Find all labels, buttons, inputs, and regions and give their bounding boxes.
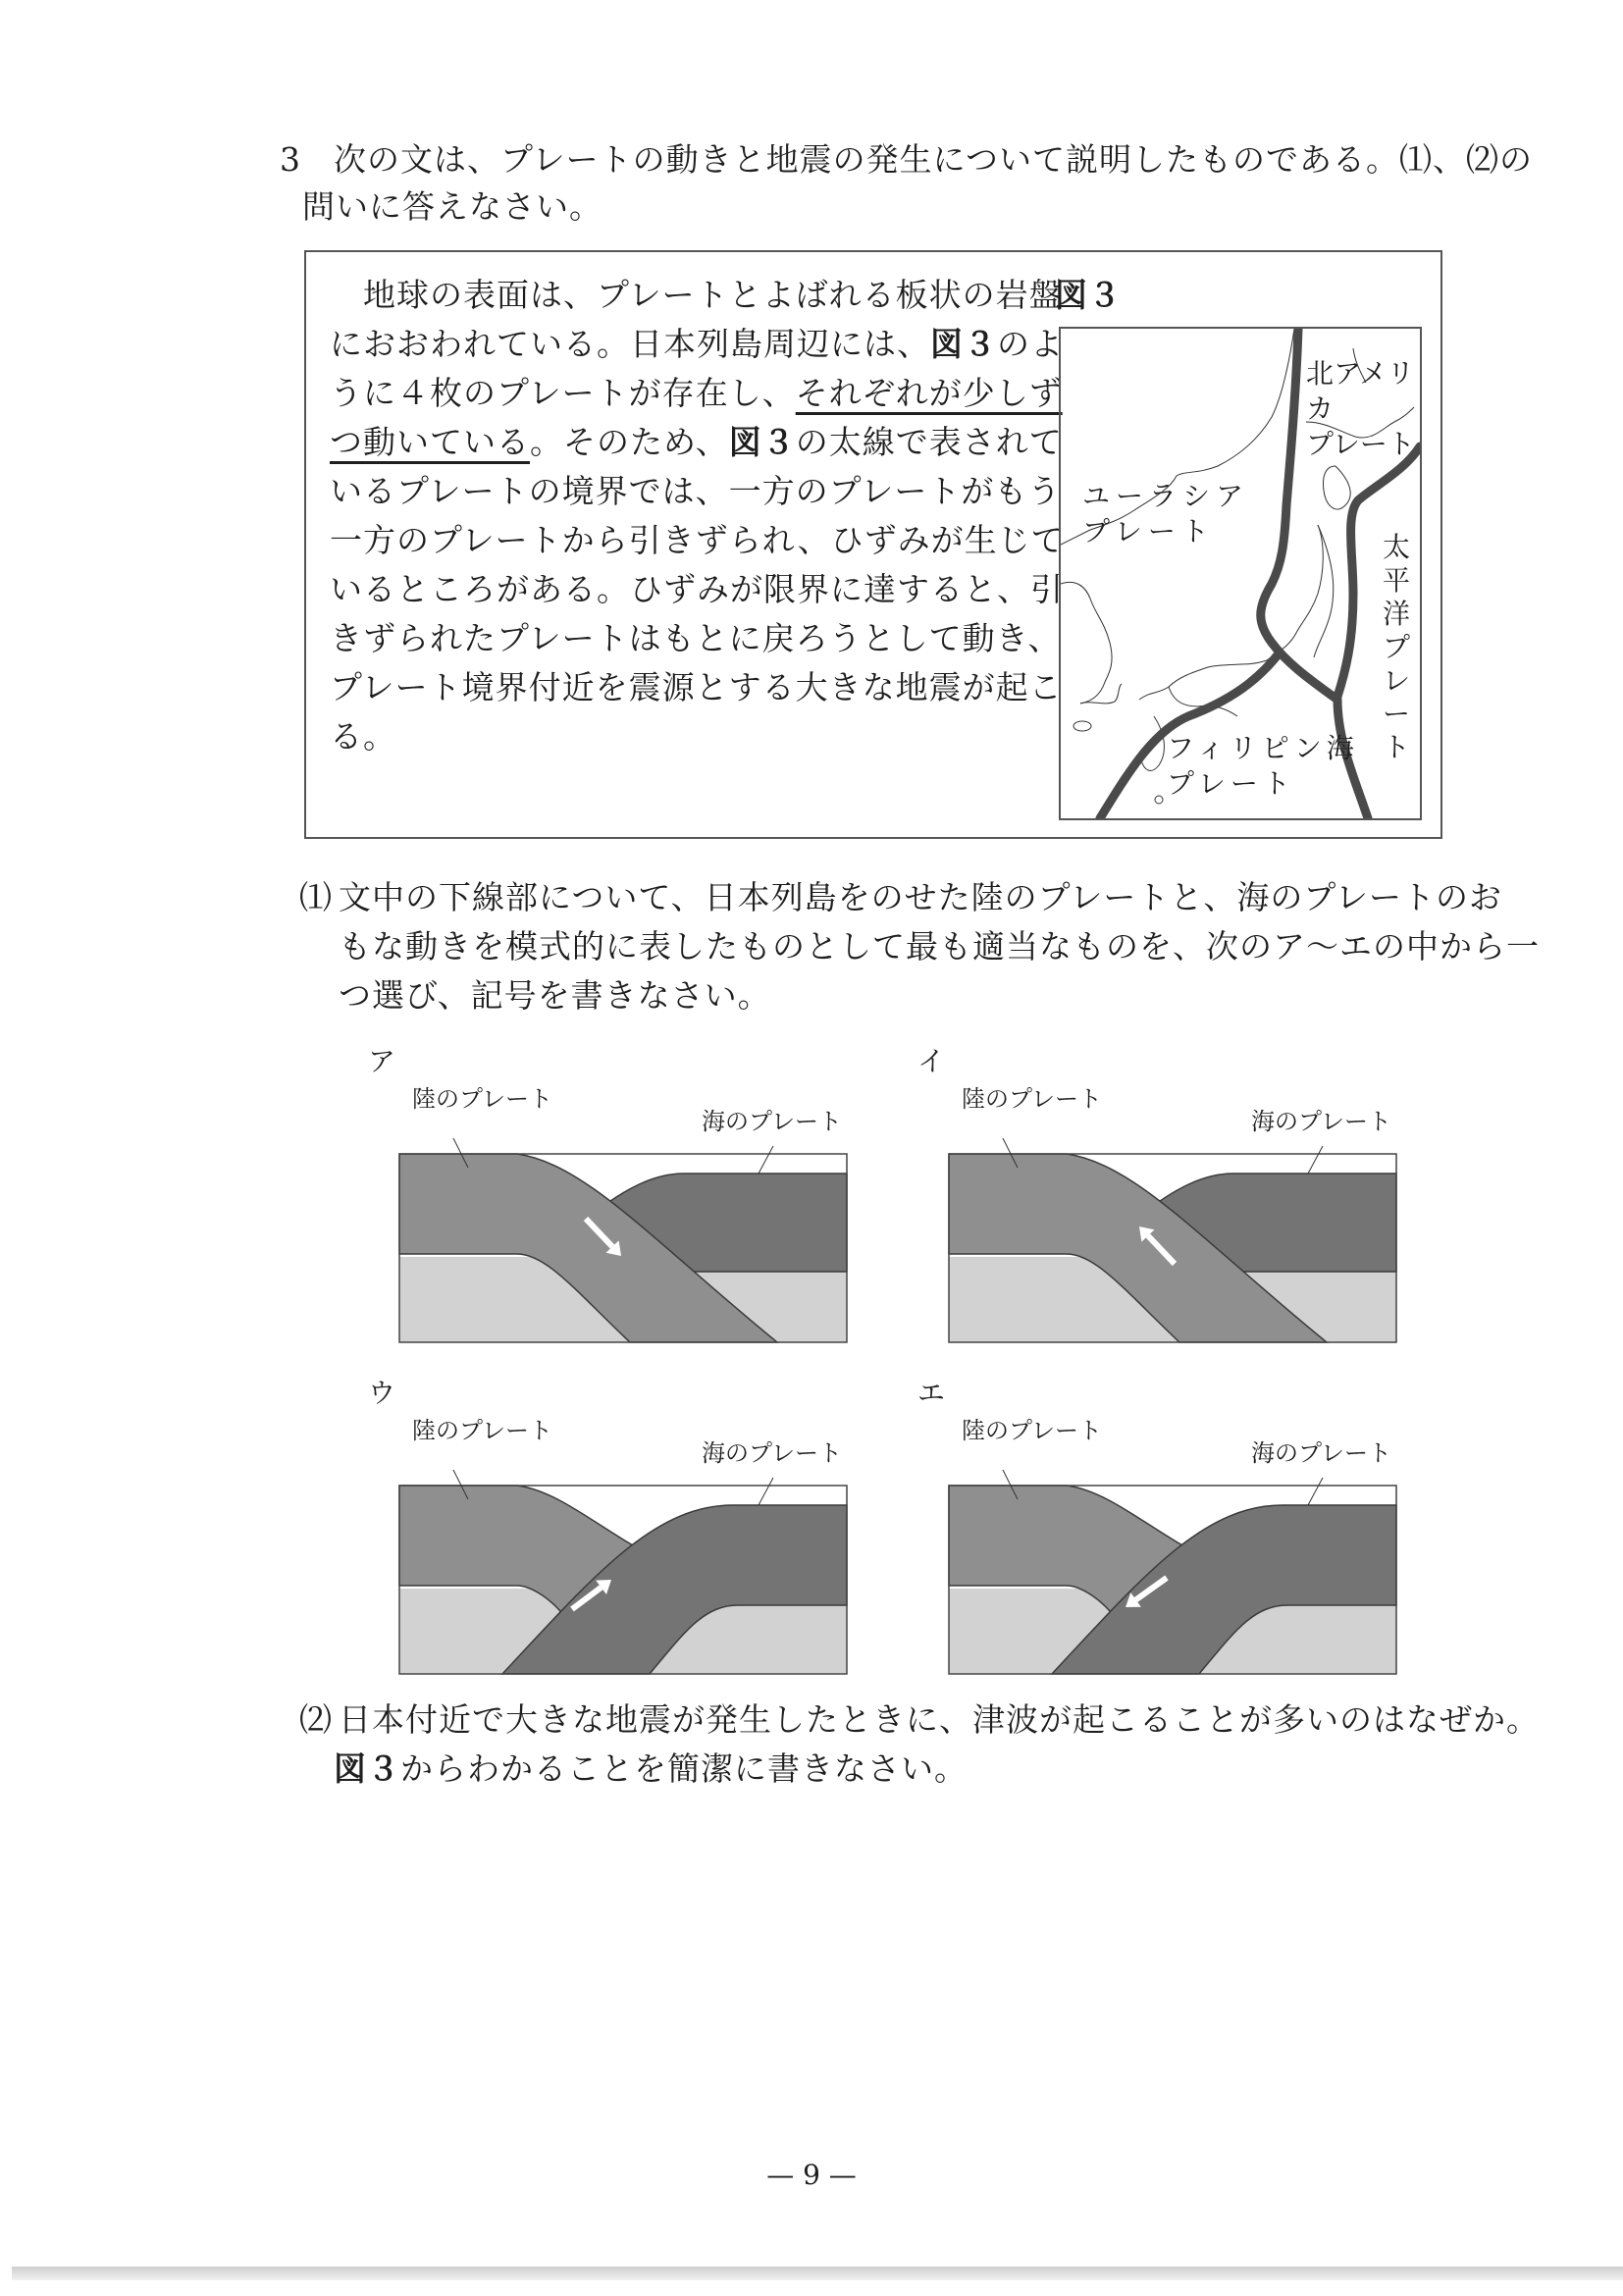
leader-line <box>1308 1146 1323 1174</box>
choice-letter: ア <box>368 1045 396 1077</box>
sub2-number: ⑵ <box>299 1700 333 1739</box>
choice-letter: イ <box>917 1045 946 1077</box>
plate-cross-section <box>947 1470 1398 1676</box>
question-number: 3 <box>280 140 301 179</box>
scan-edge <box>12 2267 1623 2280</box>
choice-diagram <box>368 1040 859 1344</box>
passage-line: いるプレートの境界では、一方のプレートがもう <box>330 472 1062 510</box>
question-intro-line1: 次の文は、プレートの動きと地震の発生について説明したものである。⑴、⑵の <box>334 140 1534 179</box>
figure3-title: 図３ <box>1055 276 1122 314</box>
passage-line: きずられたプレートはもとに戻ろうとして動き、 <box>330 619 1062 657</box>
leader-line <box>1308 1478 1323 1505</box>
plate-cross-section <box>397 1470 849 1676</box>
figure3-map <box>1059 327 1422 820</box>
label-eurasia-plate: ユーラシア プレート <box>1082 480 1250 548</box>
label-north-america-plate: 北アメリカ プレート <box>1306 357 1415 460</box>
passage-line: 一方のプレートから引きずられ、ひずみが生じて <box>330 521 1065 559</box>
figure-ref: 図３ <box>930 325 997 363</box>
sea-plate-label: 海のプレート <box>1251 1439 1392 1467</box>
leader-line <box>759 1146 773 1174</box>
sub2-line2: 図３からわかることを簡潔に書きなさい。 <box>334 1749 968 1788</box>
choice-letter: エ <box>917 1377 946 1409</box>
passage-line: る。 <box>330 717 396 756</box>
label-philippine-sea-plate: フィリピン海 プレート <box>1167 732 1359 800</box>
sea-plate-label: 海のプレート <box>702 1108 843 1135</box>
figure-ref: 図３ <box>728 423 796 461</box>
sub1-line1: 文中の下線部について、日本列島をのせた陸のプレートと、海のプレートのお <box>339 878 1503 916</box>
choice-letter: ウ <box>368 1377 396 1409</box>
land-plate-label: 陸のプレート <box>412 1085 553 1113</box>
question-intro-line2: 問いに答えなさい。 <box>302 187 602 226</box>
plate-cross-section <box>947 1138 1398 1344</box>
passage-line: におおわれている。日本列島周辺には、図３のよ <box>330 325 1064 363</box>
page-number: — 9 — <box>766 2159 857 2191</box>
passage-line: つ動いている。そのため、図３の太線で表されて <box>330 423 1063 461</box>
figure-ref: 図３ <box>334 1749 400 1788</box>
choice-diagram <box>368 1372 859 1676</box>
sub2-line1: 日本付近で大きな地震が発生したときに、津波が起こることが多いのはなぜか。 <box>339 1700 1540 1739</box>
leader-line <box>759 1478 773 1505</box>
sea-plate-label: 海のプレート <box>1251 1108 1392 1135</box>
passage-line: うに４枚のプレートが存在し、それぞれが少しず <box>330 374 1063 412</box>
passage-line: プレート境界付近を震源とする大きな地震が起こ <box>330 668 1063 706</box>
passage-line: いるところがある。ひずみが限界に達すると、引 <box>330 570 1064 608</box>
sea-plate-label: 海のプレート <box>702 1439 843 1467</box>
sub1-line2: もな動きを模式的に表したものとして最も適当なものを、次のア〜エの中から一 <box>339 927 1540 965</box>
sub1-line3: つ選び、記号を書きなさい。 <box>339 976 771 1015</box>
underlined-phrase: つ動いている <box>330 423 530 461</box>
underlined-phrase: それぞれが少しず <box>795 374 1063 412</box>
choice-diagram <box>917 1372 1408 1676</box>
land-plate-label: 陸のプレート <box>962 1417 1103 1444</box>
sub1-number: ⑴ <box>299 878 333 916</box>
choice-diagram <box>917 1040 1408 1344</box>
label-pacific-plate: 太 平 洋 プ レ ー ト <box>1382 531 1410 763</box>
passage-text <box>330 271 1065 761</box>
land-plate-label: 陸のプレート <box>412 1417 553 1444</box>
plate-cross-section <box>397 1138 849 1344</box>
land-plate-label: 陸のプレート <box>962 1085 1103 1113</box>
passage-line: 地球の表面は、プレートとよばれる板状の岩盤 <box>330 276 1063 314</box>
